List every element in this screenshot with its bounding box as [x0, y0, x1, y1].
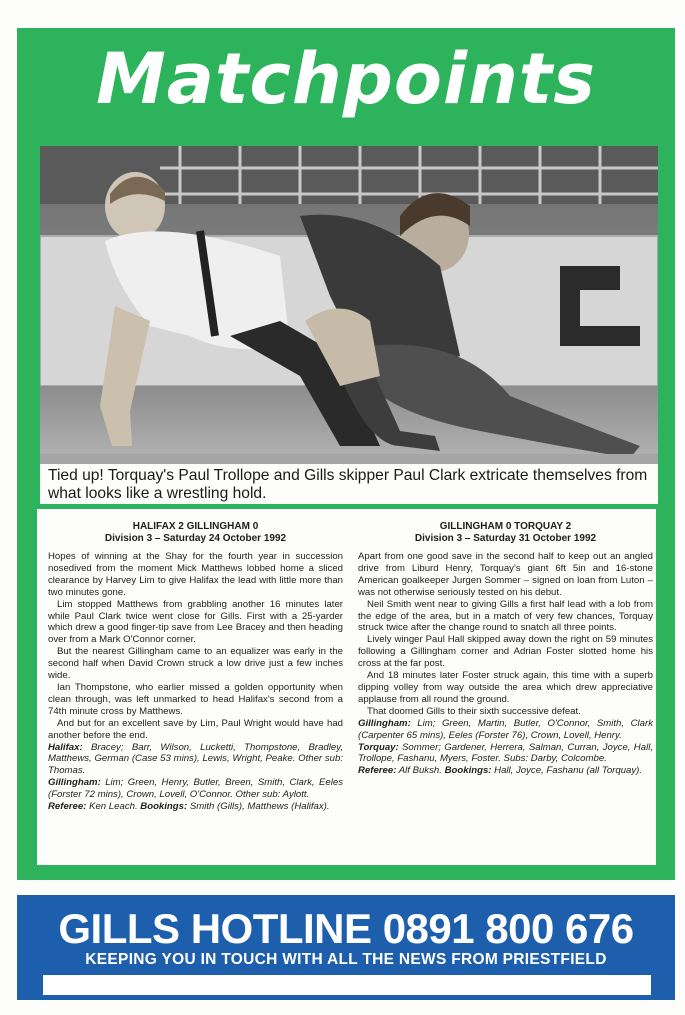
report-paragraph: And but for an excellent save by Lim, Paul Wright would have had another before the end. — [48, 717, 343, 741]
referee-text: Alf Buksh. — [396, 765, 445, 777]
bookings-text: Smith (Gills), Matthews (Halifax). — [187, 801, 330, 813]
match-photo — [40, 146, 658, 464]
lineup-label: Halifax: — [48, 741, 83, 753]
match-report-torquay — [358, 521, 653, 777]
lineup-text: Bracey; Barr, Wilson, Lucketti, Thompstone, Bradley, Matthews, German (Case 53 mins), Lewis, Wright, Peake. Other sub: Thomas. — [48, 741, 343, 777]
hotline-strip — [43, 975, 651, 995]
match-title: HALIFAX 2 GILLINGHAM 0 — [132, 521, 259, 532]
report-paragraph: Lively winger Paul Hall skipped away down the right on 59 minutes following a Gillingham corner and Adrian Foster slotted home his cross at the far post. — [358, 634, 653, 670]
match-subtitle: Division 3 – Saturday 31 October 1992 — [414, 533, 597, 544]
referee-text: Ken Leach. — [86, 801, 141, 813]
photo-caption: Tied up! Torquay's Paul Trollope and Gills skipper Paul Clark extricate themselves from what looks like a wrestling hold. — [48, 467, 648, 502]
hotline-tagline: KEEPING YOU IN TOUCH WITH ALL THE NEWS FROM PRIESTFIELD — [85, 951, 607, 968]
report-paragraph: Lim stopped Matthews from grabbling another 16 minutes later while Paul Clark twice went close for Gills. First with a 25-yarder which drew a good finger-tip save from Lee Bracey and then heading over from a Mark O'Connor corner. — [48, 598, 343, 646]
lineup-text: Lim; Green, Martin, Butler, O'Connor, Smith, Clark (Carpenter 65 mins), Eeles (Forster 76), Crown, Lovell, Henry. — [358, 717, 653, 741]
lineup-text: Lim; Green, Henry, Butler, Breen, Smith, Clark, Eeles (Forster 72 mins), Crown, Lovell, O'Connor. Other sub: Aylott. — [48, 777, 343, 801]
report-paragraph: Neil Smith went near to giving Gills a first half lead with a lob from the edge of the area, but in a match of very few chances, Torquay struck twice after the change round to snatch all three points. — [358, 598, 653, 634]
lineup-text: Sommer; Gardener, Herrera, Salman, Curran, Joyce, Hall, Trollope, Fashanu, Myers, Foster. Subs: Darby, Colcombe. — [358, 741, 653, 765]
referee-label: Referee: — [48, 801, 87, 813]
referee-bookings — [48, 801, 343, 813]
report-paragraph: Apart from one good save in the second half to keep out an angled drive from Liburd Henry, Torquay's giant 6ft 5in and 16-stone American goalkeeper Jurgen Sommer – signed on loan from Luton – was not otherwise seriously tested on his debut. — [358, 551, 653, 598]
match-subtitle: Division 3 – Saturday 24 October 1992 — [104, 533, 287, 544]
hotline-number: GILLS HOTLINE 0891 800 676 — [58, 905, 634, 952]
lineup-halifax — [48, 742, 343, 778]
report-paragraph: Ian Thompstone, who earlier missed a golden opportunity when clean through, was left unmarked to head Halifax's second from a 74th minute cross by Matthews. — [48, 681, 343, 717]
bookings-text: Hall, Joyce, Fashanu (all Torquay). — [491, 765, 643, 777]
report-paragraph: Hopes of winning at the Shay for the fourth year in succession nosedived from the moment Mick Matthews lobbed home a sliced clearance by Harvey Lim to give Halifax the lead with little more than two minutes gone. — [48, 551, 343, 598]
match-report-halifax — [48, 521, 343, 813]
report-paragraph: And 18 minutes later Foster struck again, this time with a superb dipping volley from way outside the area which drew appreciative applause from all round the ground. — [358, 670, 653, 705]
referee-label: Referee: — [358, 765, 397, 777]
football-players-photo-icon — [40, 146, 658, 464]
lineup-label: Torquay: — [358, 741, 399, 753]
report-paragraph: That doomed Gills to their sixth successive defeat. — [367, 705, 581, 717]
lineup-gillingham — [358, 718, 653, 742]
lineup-label: Gillingham: — [358, 717, 411, 729]
report-paragraph: But the nearest Gillingham came to an equalizer was early in the second half when David Crown struck a low drive just a few inches wide. — [48, 646, 343, 682]
page-title: Matchpoints — [96, 38, 596, 120]
lineup-torquay — [358, 742, 653, 766]
lineup-label: Gillingham: — [48, 777, 101, 789]
match-title: GILLINGHAM 0 TORQUAY 2 — [439, 521, 572, 532]
bookings-label: Bookings: — [444, 765, 492, 777]
referee-bookings — [358, 765, 653, 777]
lineup-gillingham — [48, 777, 343, 801]
bookings-label: Bookings: — [140, 801, 188, 813]
